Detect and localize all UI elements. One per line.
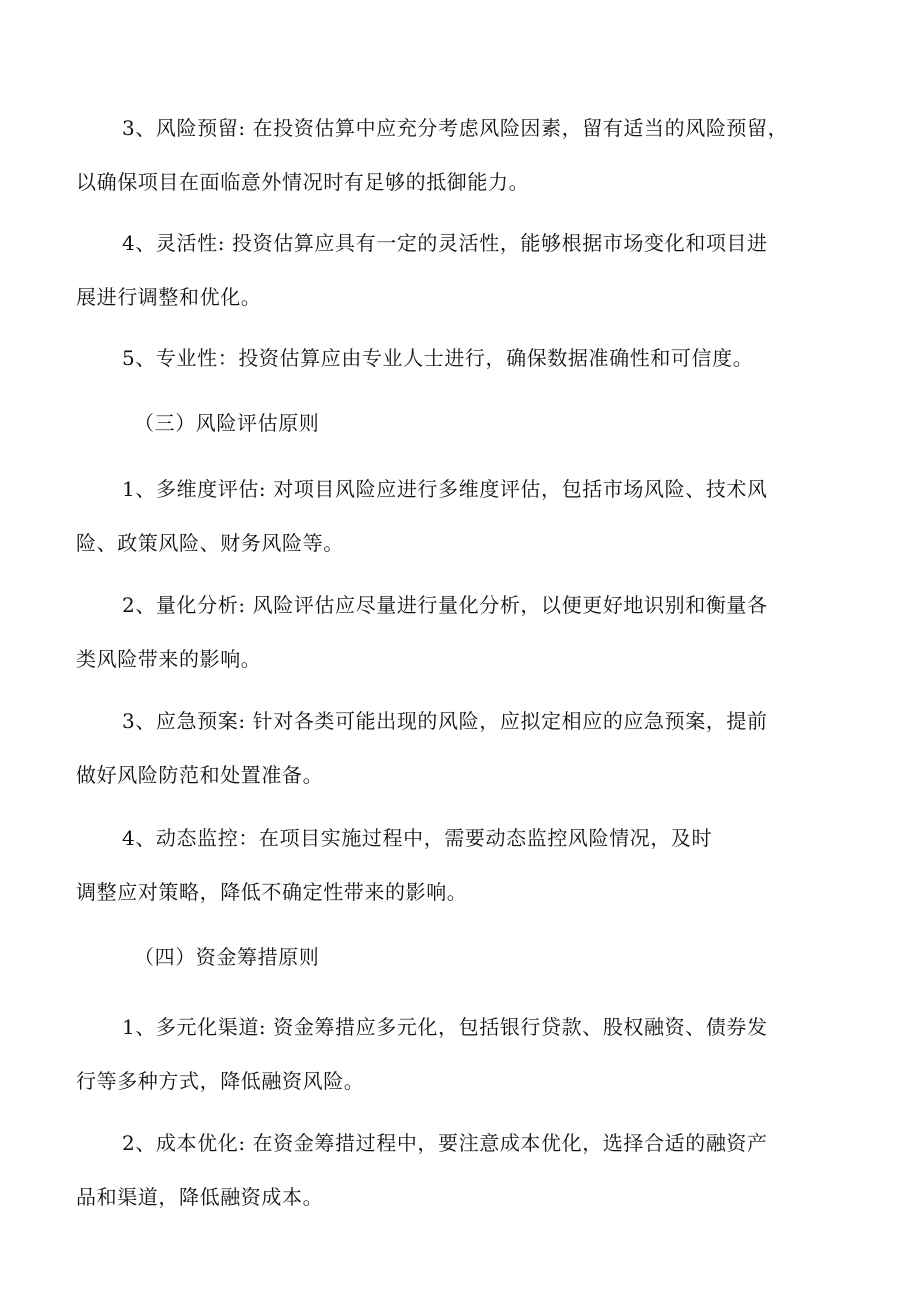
paragraph-line: 调整应对策略，降低不确定性带来的影响。 (76, 880, 468, 904)
section-heading-fund-raising: （四）资金筹措原则 (134, 945, 320, 969)
paragraph-emergency-plan (76, 694, 848, 802)
paragraph-line: 展进行调整和优化。 (76, 285, 262, 309)
paragraph-flexibility (76, 216, 848, 324)
paragraph-diversified-channels (76, 1000, 848, 1108)
paragraph-line: 类风险带来的影响。 (76, 647, 262, 671)
paragraph-multi-dimension (76, 462, 848, 570)
paragraph-quantitative (76, 578, 848, 686)
paragraph-line: 1、多维度评估: 对项目风险应进行多维度评估，包括市场风险、技术风 (122, 477, 768, 501)
paragraph-line: 2、成本优化: 在资金筹措过程中，要注意成本优化，选择合适的融资产 (122, 1131, 768, 1155)
paragraph-line: 行等多种方式，降低融资风险。 (76, 1069, 365, 1093)
paragraph-professionalism (76, 331, 848, 385)
paragraph-line: 3、风险预留: 在投资估算中应充分考虑风险因素，留有适当的风险预留， (122, 116, 789, 140)
paragraph-dynamic-monitoring (76, 811, 848, 919)
paragraph-line: 3、应急预案: 针对各类可能出现的风险，应拟定相应的应急预案，提前 (122, 709, 768, 733)
paragraph-risk-reserve (76, 101, 848, 209)
paragraph-cost-optimization (76, 1116, 848, 1224)
paragraph-line: 4、灵活性: 投资估算应具有一定的灵活性，能够根据市场变化和项目进 (122, 231, 768, 255)
paragraph-line: 以确保项目在面临意外情况时有足够的抵御能力。 (76, 170, 530, 194)
paragraph-line: 1、多元化渠道: 资金筹措应多元化，包括银行贷款、股权融资、债券发 (122, 1015, 768, 1039)
paragraph-line: 5、专业性：投资估算应由专业人士进行，确保数据准确性和可信度。 (122, 346, 754, 370)
paragraph-line: 2、量化分析: 风险评估应尽量进行量化分析，以便更好地识别和衡量各 (122, 593, 768, 617)
paragraph-line: 做好风险防范和处置准备。 (76, 763, 324, 787)
paragraph-line: 品和渠道，降低融资成本。 (76, 1185, 324, 1209)
paragraph-line: 险、政策风险、财务风险等。 (76, 531, 344, 555)
section-heading-risk-assessment: （三）风险评估原则 (134, 411, 320, 435)
paragraph-line: 4、动态监控：在项目实施过程中，需要动态监控风险情况，及时 (122, 826, 713, 850)
